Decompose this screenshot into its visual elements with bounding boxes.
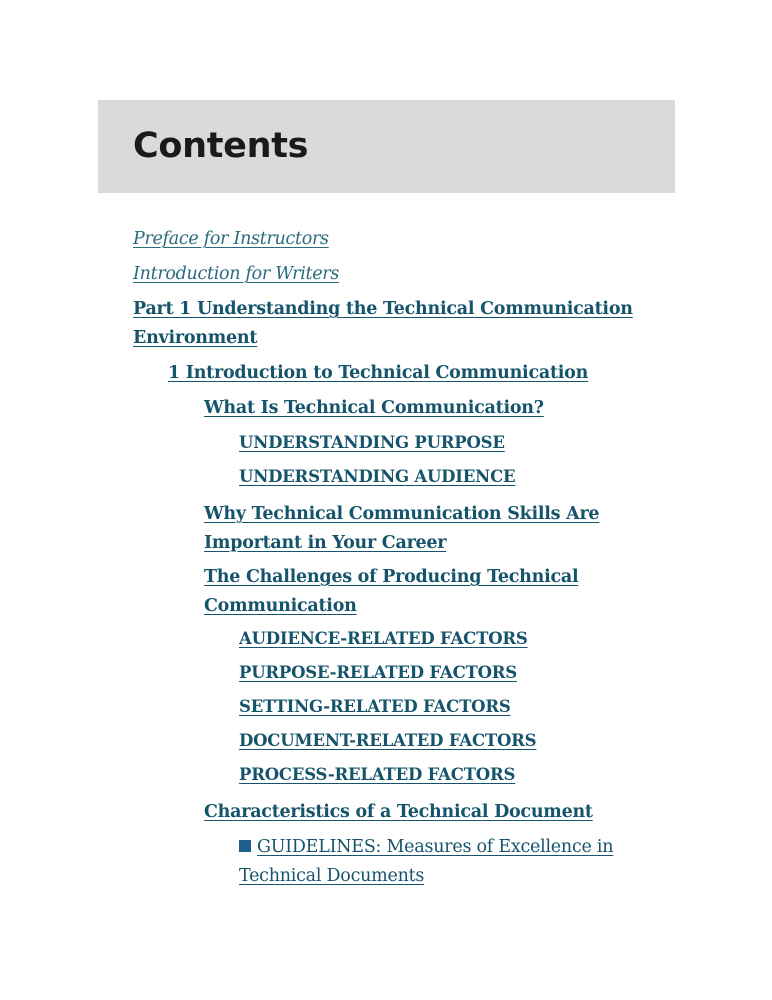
toc-link-section[interactable]: What Is Technical Communication? (204, 398, 544, 418)
toc-link-subsection[interactable]: UNDERSTANDING AUDIENCE (239, 467, 516, 486)
toc-link-chapter-1[interactable]: 1 Introduction to Technical Communication (168, 363, 589, 383)
toc-link-subsection[interactable]: UNDERSTANDING PURPOSE (239, 433, 505, 452)
toc-link-subsection[interactable]: PURPOSE-RELATED FACTORS (239, 663, 517, 682)
toc-link-subsection[interactable]: PROCESS-RELATED FACTORS (239, 765, 516, 784)
toc-link-section[interactable]: The Challenges of Producing Technical Communication (204, 567, 579, 616)
page-title: Contents (133, 126, 309, 166)
toc-link-preface[interactable]: Preface for Instructors (133, 229, 329, 249)
toc-link-guidelines[interactable] (239, 833, 629, 890)
toc-link-subsection[interactable]: AUDIENCE-RELATED FACTORS (239, 629, 528, 648)
toc-link-subsection[interactable]: DOCUMENT-RELATED FACTORS (239, 731, 537, 750)
toc-link-subsection[interactable]: SETTING-RELATED FACTORS (239, 697, 511, 716)
toc-link-section[interactable]: Why Technical Communication Skills Are Important in Your Career (204, 504, 600, 553)
toc-link-part-1[interactable]: Part 1 Understanding the Technical Communication Environment (133, 299, 633, 348)
square-bullet-icon (239, 840, 251, 852)
toc-link-section[interactable]: Characteristics of a Technical Document (204, 802, 593, 822)
guidelines-label: GUIDELINES: Measures of Excellence in Technical Documents (239, 837, 614, 886)
toc-link-introduction[interactable]: Introduction for Writers (133, 264, 340, 284)
